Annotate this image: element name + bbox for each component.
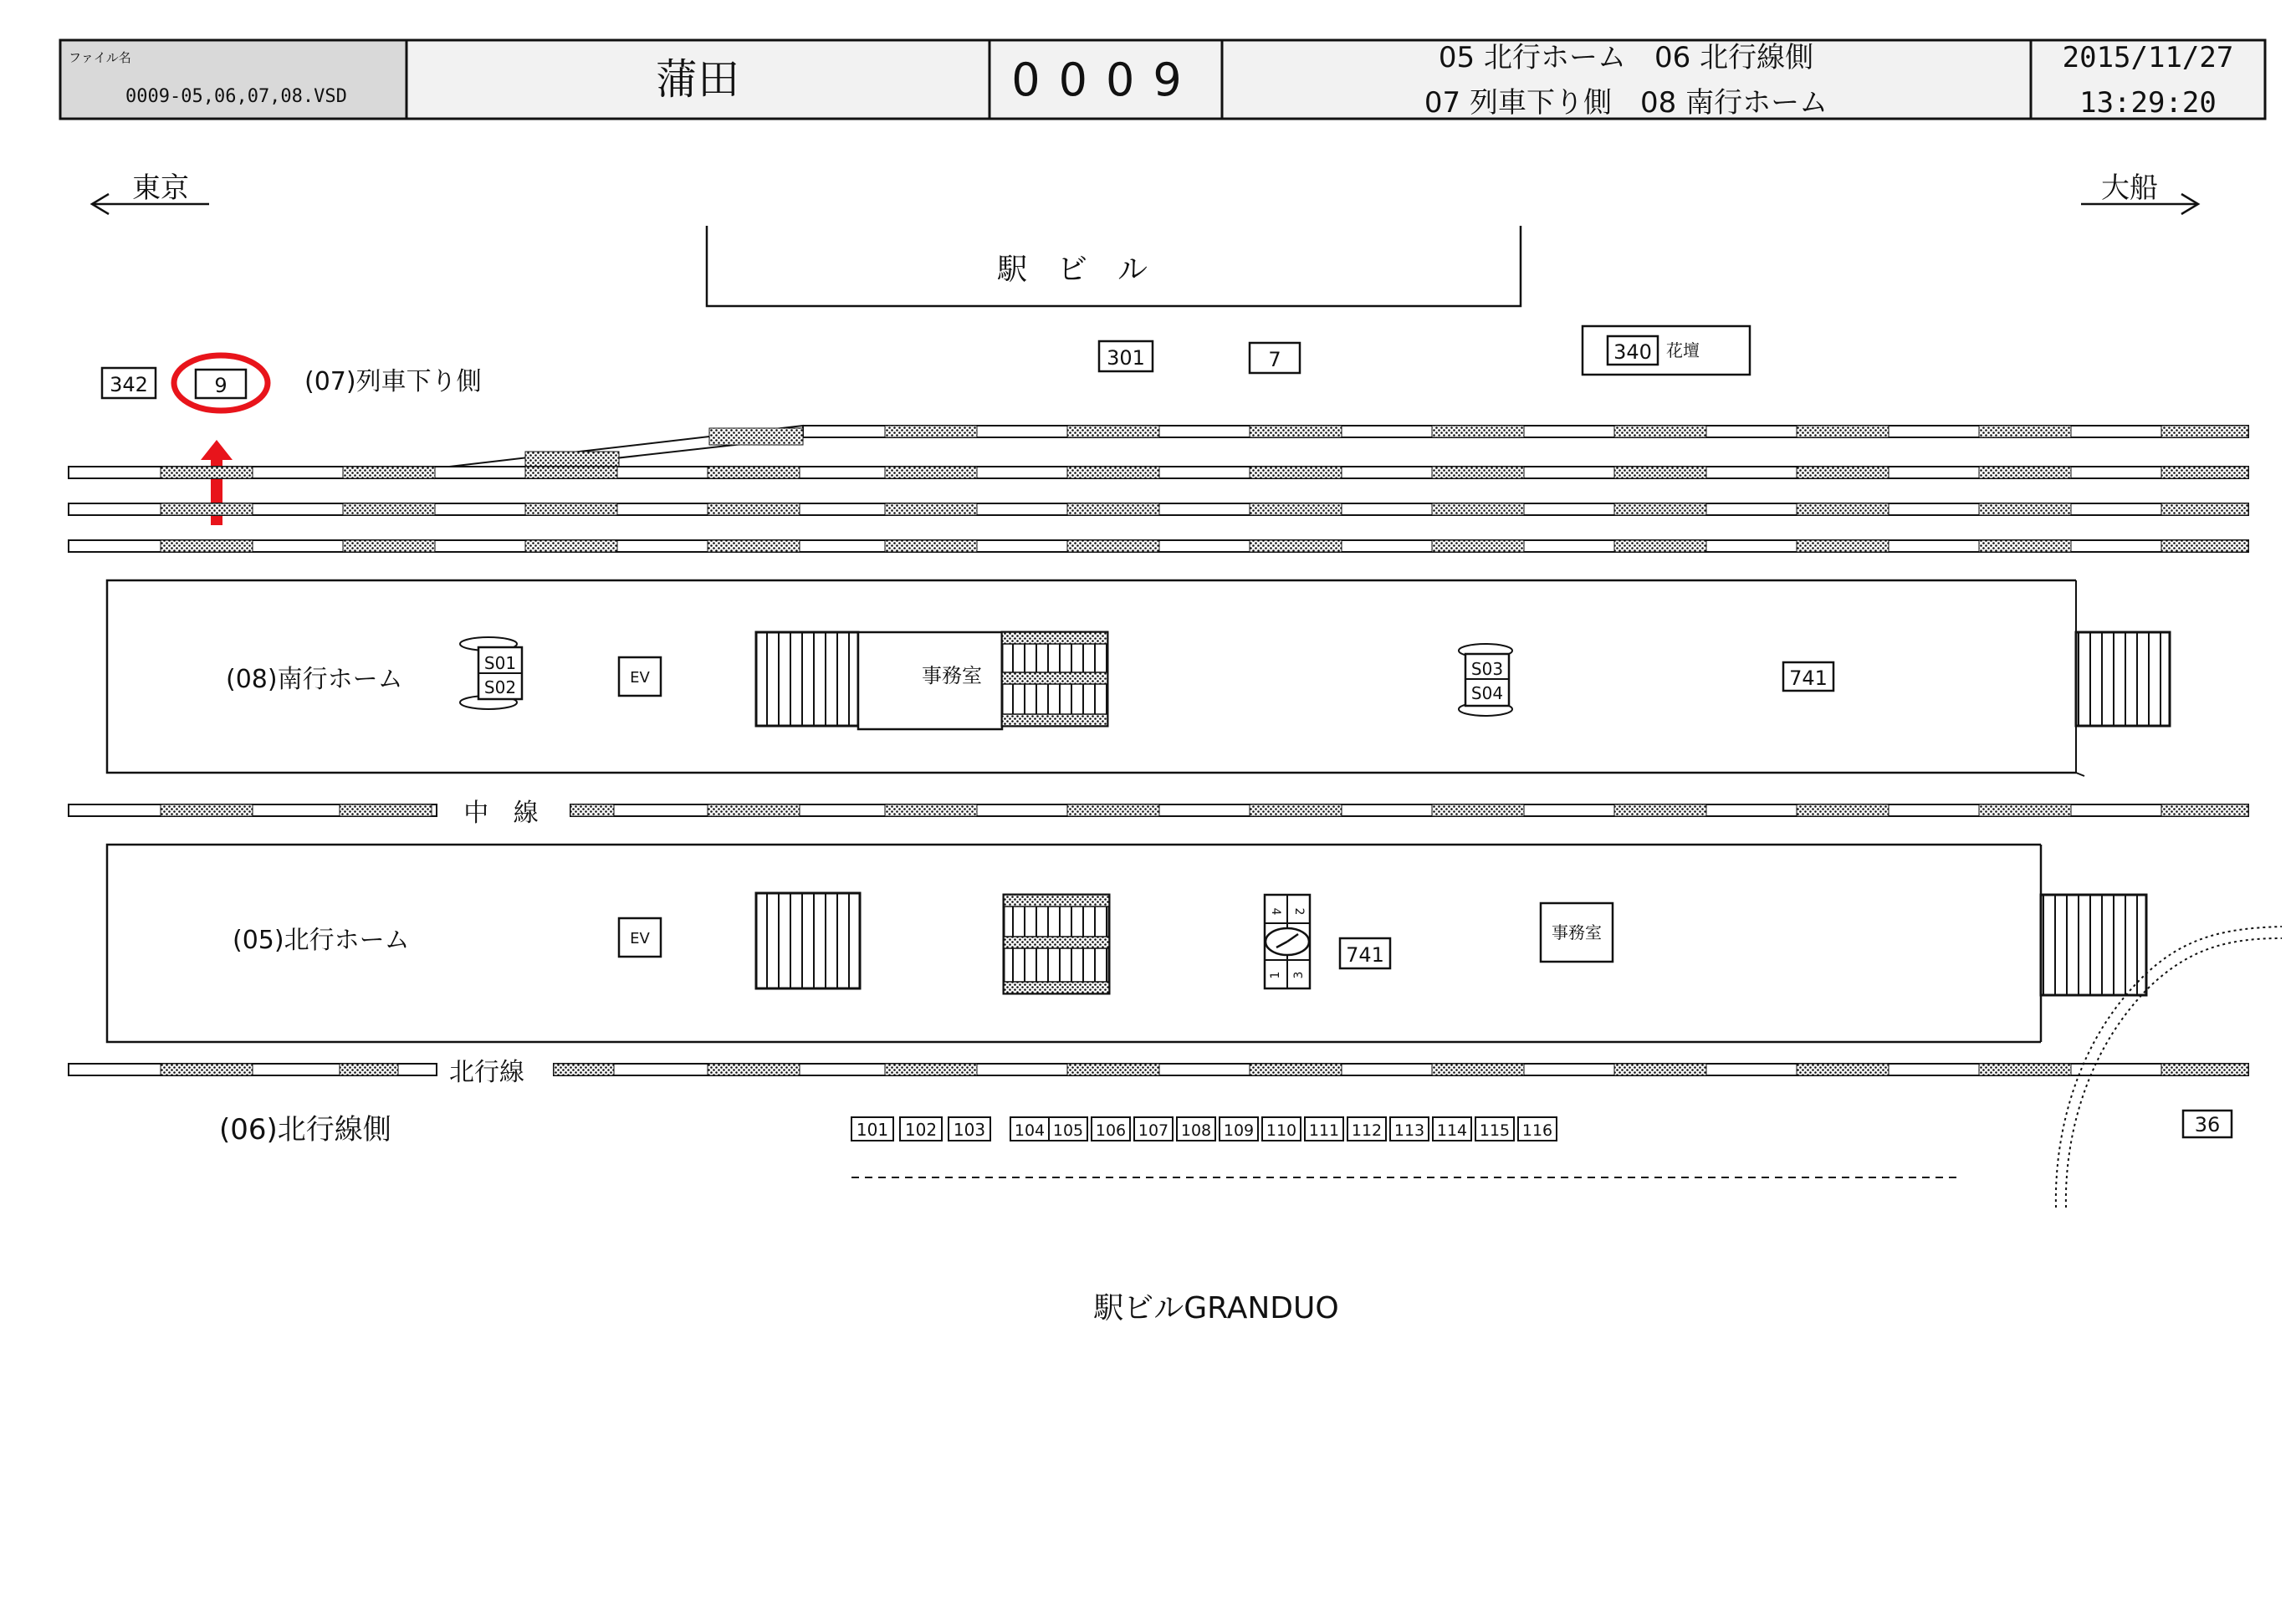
elevator-south[interactable] bbox=[619, 657, 661, 696]
direction-tokyo bbox=[92, 171, 209, 214]
middle-line-label: 中 線 bbox=[463, 799, 547, 828]
ad-s04-label: S04 bbox=[1470, 683, 1504, 703]
station-building-label: 駅 ビ ル bbox=[996, 253, 1148, 287]
ad-113-label: 113 bbox=[1393, 1121, 1425, 1140]
ad-112[interactable] bbox=[1347, 1117, 1386, 1141]
ad-113[interactable] bbox=[1390, 1117, 1429, 1141]
pillar-s01-s02[interactable] bbox=[460, 637, 522, 709]
stairs-south-2[interactable] bbox=[1002, 632, 1107, 726]
ad-109-label: 109 bbox=[1223, 1121, 1255, 1140]
ad-s01-label: S01 bbox=[483, 653, 517, 673]
building-name-bottom: 駅ビルGRANDUO bbox=[1093, 1291, 1339, 1325]
ad-741-south[interactable] bbox=[1783, 662, 1833, 691]
ad-342[interactable] bbox=[102, 368, 156, 398]
print-date: 2015/11/27 bbox=[2062, 41, 2234, 74]
ad-301[interactable] bbox=[1099, 341, 1153, 371]
clock-face-4: 4 bbox=[1269, 907, 1282, 916]
track-02 bbox=[69, 467, 2248, 478]
elevator-north[interactable] bbox=[619, 918, 661, 957]
ad-101-label: 101 bbox=[856, 1120, 889, 1140]
ad-105-label: 105 bbox=[1052, 1121, 1084, 1140]
ad-36[interactable] bbox=[2183, 1111, 2232, 1137]
stairs-south-1[interactable] bbox=[756, 632, 858, 726]
ad-36-label: 36 bbox=[2194, 1113, 2221, 1136]
clock-face-1: 1 bbox=[1269, 971, 1282, 979]
clock-face-3: 3 bbox=[1292, 971, 1306, 979]
ad-104[interactable] bbox=[1010, 1117, 1049, 1141]
ad-111-label: 111 bbox=[1308, 1121, 1340, 1140]
stairs-north-east[interactable] bbox=[2041, 895, 2146, 995]
clock-face-2: 2 bbox=[1292, 907, 1306, 916]
ad-114-label: 114 bbox=[1436, 1121, 1468, 1140]
track-north-line bbox=[69, 1064, 2248, 1075]
ad-110-label: 110 bbox=[1266, 1121, 1297, 1140]
ad-106-label: 106 bbox=[1095, 1121, 1127, 1140]
ad-102-label: 102 bbox=[904, 1120, 938, 1140]
direction-ofuna bbox=[2081, 171, 2198, 214]
clock-pillar[interactable] bbox=[1265, 895, 1310, 988]
pillar-s03-s04[interactable] bbox=[1459, 644, 1512, 716]
ad-s03-label: S03 bbox=[1470, 659, 1504, 679]
ad-7[interactable] bbox=[1250, 343, 1300, 373]
office-south-label: 事務室 bbox=[922, 664, 982, 687]
ad-s02-label: S02 bbox=[483, 677, 517, 697]
ad-741-south-label: 741 bbox=[1789, 666, 1828, 690]
ad-116-label: 116 bbox=[1521, 1121, 1553, 1140]
ad-103[interactable] bbox=[949, 1117, 990, 1141]
ad-108[interactable] bbox=[1177, 1117, 1215, 1141]
ad-104-label: 104 bbox=[1014, 1121, 1046, 1140]
ad-741-north[interactable] bbox=[1340, 938, 1390, 968]
ad-108-label: 108 bbox=[1180, 1121, 1212, 1140]
ad-115-label: 115 bbox=[1479, 1121, 1511, 1140]
ad-301-label: 301 bbox=[1107, 346, 1145, 370]
ad-342-label: 342 bbox=[110, 373, 148, 396]
track-middle-line bbox=[69, 804, 2248, 816]
ad-115[interactable] bbox=[1475, 1117, 1514, 1141]
ad-106[interactable] bbox=[1092, 1117, 1130, 1141]
area-north-platform: (05)北行ホーム bbox=[233, 926, 410, 955]
north-line-label: 北行線 bbox=[449, 1058, 524, 1087]
file-name: 0009-05,06,07,08.VSD bbox=[125, 86, 347, 107]
areas-line-2: 07 列車下り側 08 南行ホーム bbox=[1424, 86, 1828, 120]
ad-111[interactable] bbox=[1305, 1117, 1343, 1141]
elevator-north-label: EV bbox=[630, 930, 650, 947]
ad-9[interactable] bbox=[196, 370, 246, 398]
ad-114[interactable] bbox=[1433, 1117, 1471, 1141]
area-train-down-side: (07)列車下り側 bbox=[304, 367, 482, 396]
ad-112-label: 112 bbox=[1351, 1121, 1383, 1140]
track-04 bbox=[69, 540, 2248, 552]
area-north-line-side: (06)北行線側 bbox=[219, 1113, 391, 1147]
direction-tokyo-label: 東京 bbox=[132, 171, 189, 205]
office-south bbox=[858, 632, 1002, 729]
station-building bbox=[707, 226, 1521, 306]
office-north bbox=[1541, 903, 1613, 962]
ad-741-north-label: 741 bbox=[1346, 943, 1384, 967]
track-03 bbox=[69, 503, 2248, 515]
station-code: 0009 bbox=[1011, 54, 1200, 106]
areas-line-1: 05 北行ホーム 06 北行線側 bbox=[1438, 41, 1814, 74]
print-time: 13:29:20 bbox=[2079, 86, 2217, 120]
ad-107-label: 107 bbox=[1138, 1121, 1169, 1140]
ad-116[interactable] bbox=[1518, 1117, 1557, 1141]
file-name-label: ファイル名 bbox=[69, 50, 131, 65]
ad-340-label: 340 bbox=[1613, 340, 1652, 364]
direction-ofuna-label: 大船 bbox=[2101, 171, 2158, 205]
ad-107[interactable] bbox=[1134, 1117, 1173, 1141]
ad-109[interactable] bbox=[1220, 1117, 1258, 1141]
flowerbed-label: 花壇 bbox=[1666, 340, 1700, 360]
elevator-south-label: EV bbox=[630, 669, 650, 687]
ad-340[interactable] bbox=[1583, 326, 1750, 375]
ad-105[interactable] bbox=[1049, 1117, 1087, 1141]
ad-102[interactable] bbox=[900, 1117, 942, 1141]
ad-7-label: 7 bbox=[1268, 348, 1281, 371]
ad-101[interactable] bbox=[851, 1117, 893, 1141]
office-north-label: 事務室 bbox=[1552, 922, 1602, 942]
stairs-north-1[interactable] bbox=[756, 893, 860, 988]
area-south-platform: (08)南行ホーム bbox=[226, 665, 403, 694]
stairs-south-east[interactable] bbox=[2076, 632, 2170, 726]
header-bar bbox=[60, 40, 2265, 120]
ad-9-label: 9 bbox=[214, 374, 228, 397]
ad-110[interactable] bbox=[1262, 1117, 1301, 1141]
ad-103-label: 103 bbox=[953, 1120, 986, 1140]
stairs-north-2[interactable] bbox=[1004, 895, 1109, 993]
station-name: 蒲田 bbox=[656, 55, 739, 104]
